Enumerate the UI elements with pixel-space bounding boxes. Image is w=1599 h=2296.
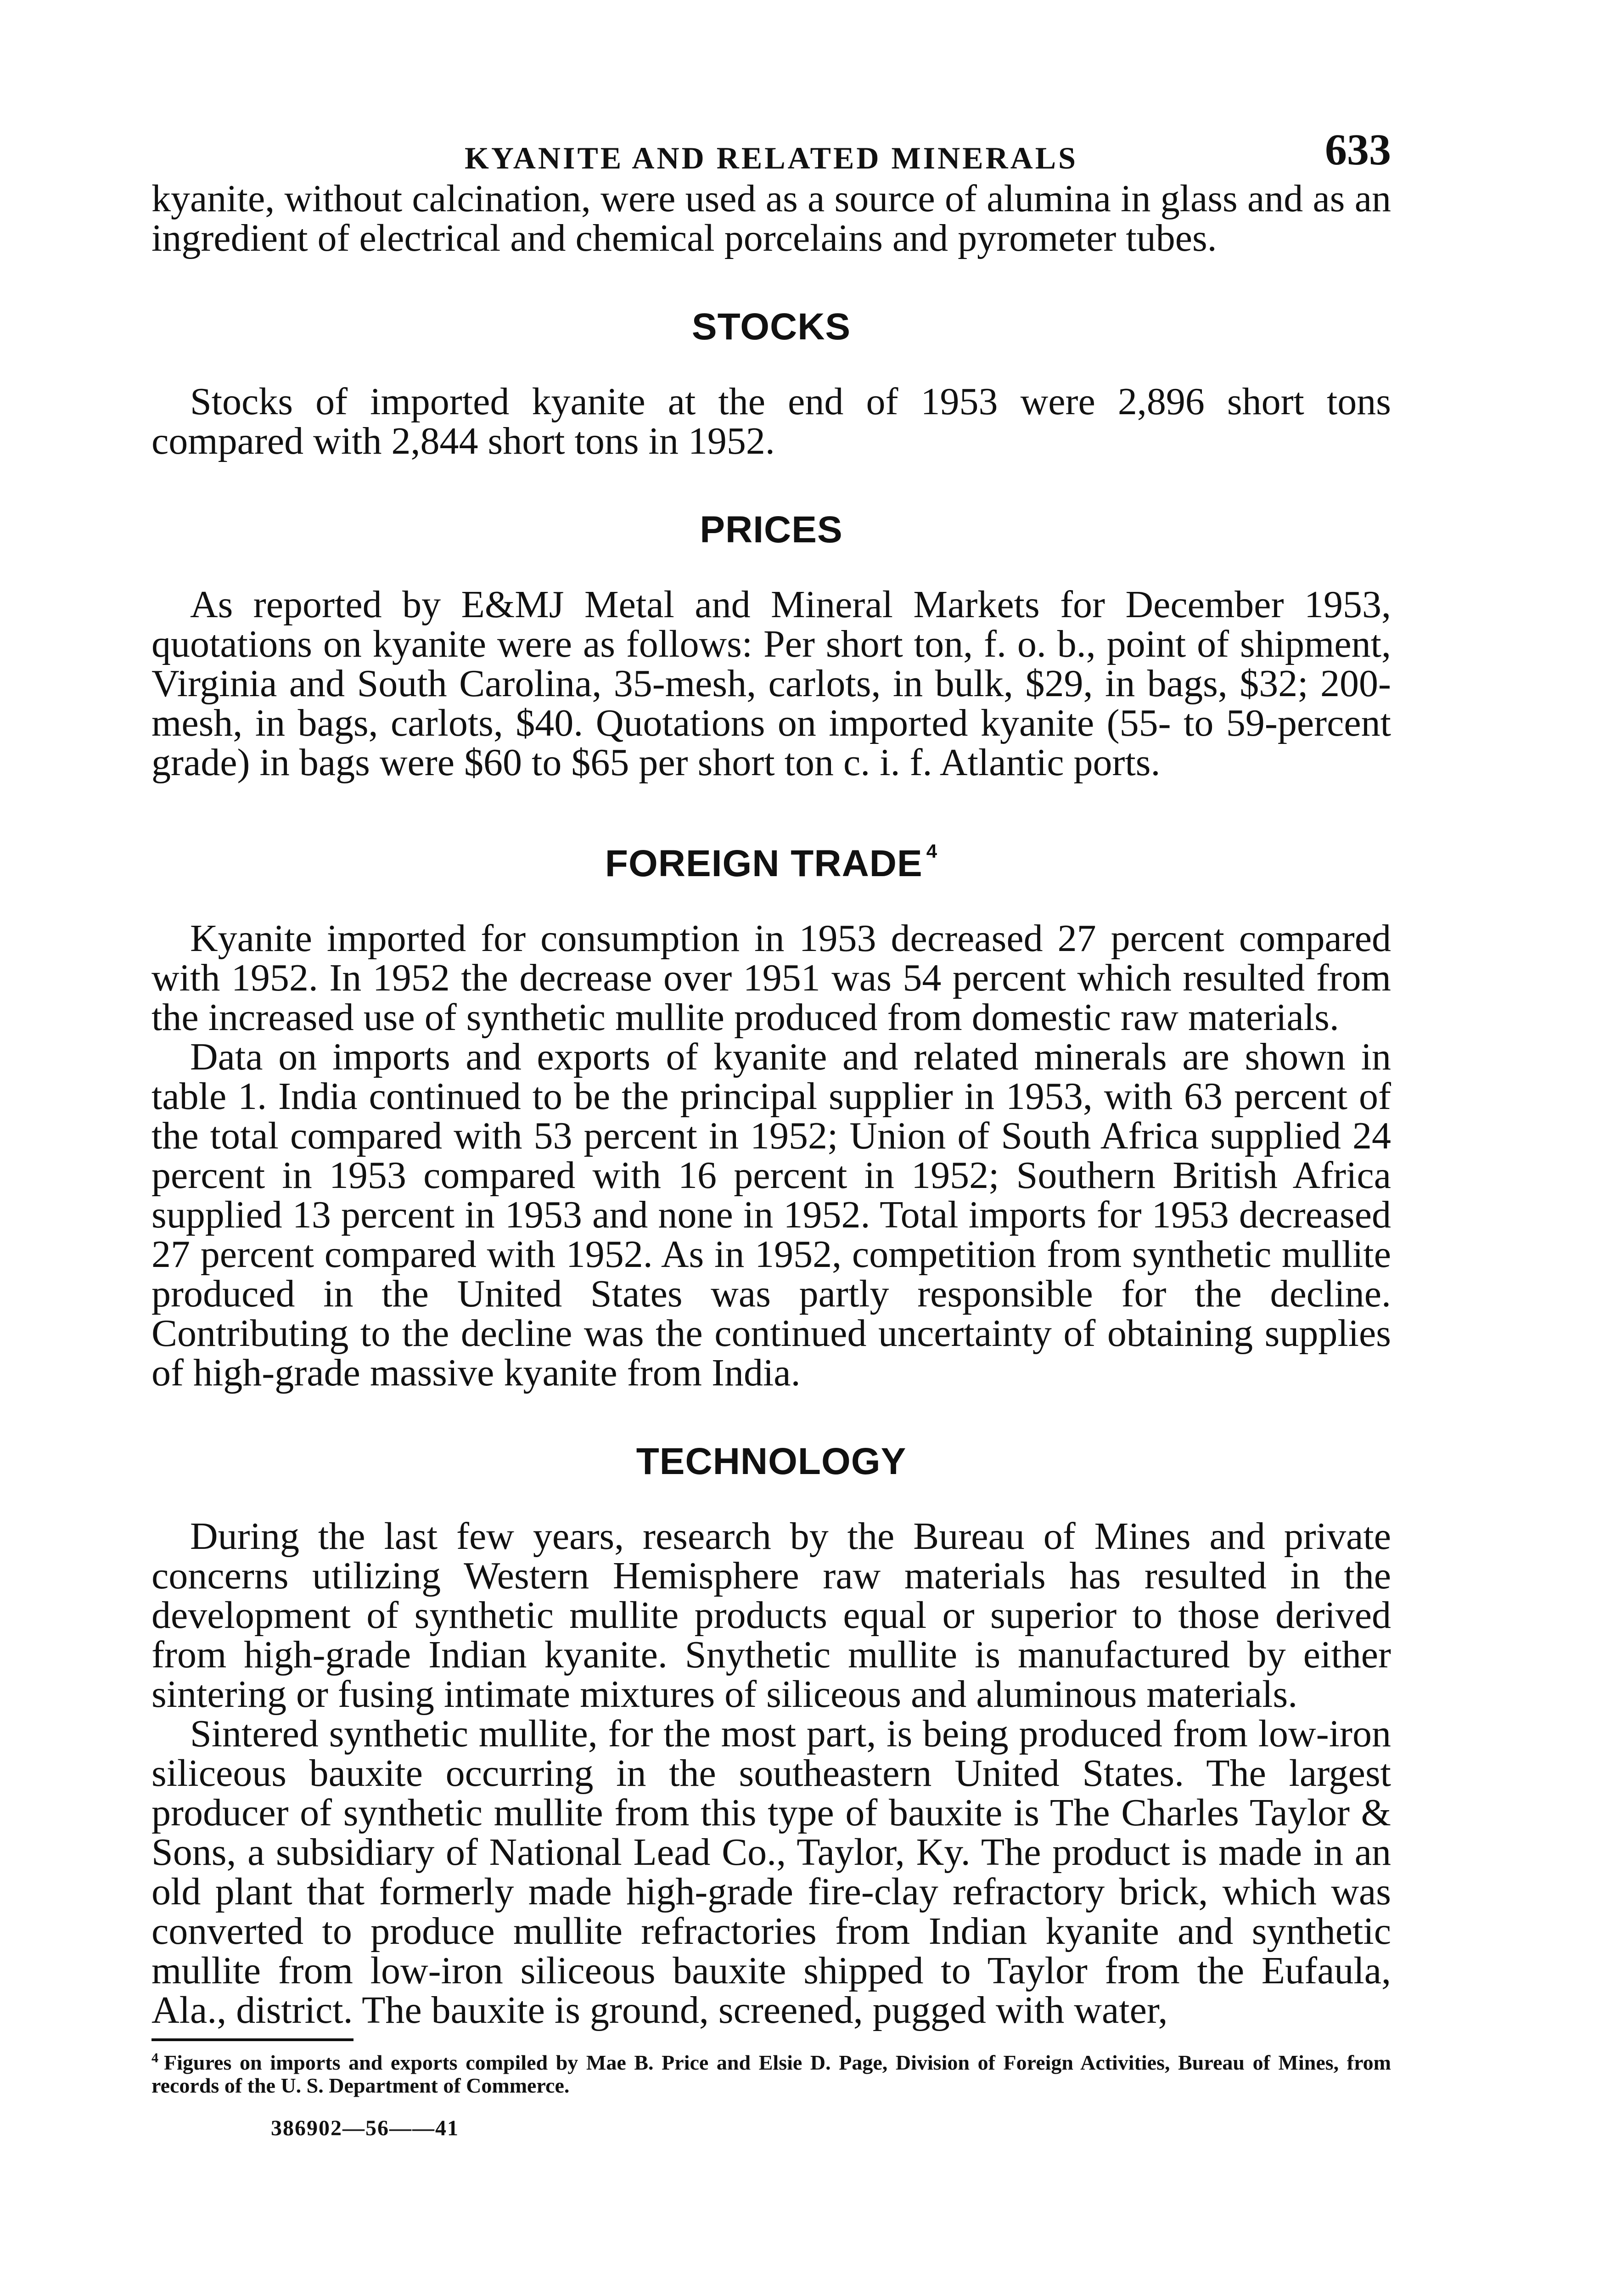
foreign-trade-heading-text: FOREIGN TRADE <box>605 843 923 884</box>
running-header <box>151 115 1391 179</box>
intro-paragraph: kyanite, without calcination, were used as a source of alumina in glass and as an ingredient of electrical and chemical porcelains and pyrometer tubes. <box>151 177 1391 259</box>
running-title: KYANITE AND RELATED MINERALS <box>465 141 1078 175</box>
page-number: 633 <box>1325 125 1391 174</box>
technology-paragraph-2: Sintered synthetic mullite, for the most part, is being produced from low-iron siliceous bauxite occurring in the southeastern United States. The largest producer of synthetic mullite from this type of bauxite is The Charles Taylor & Sons, a subsidiary of National Lead Co., Taylor, Ky. The product is made in an old plant that formerly made high-grade fire-clay refractory brick, which was converted to produce mullite refractories from Indian kyanite and synthetic mullite from low-iron siliceous bauxite shipped to Taylor from the Eufaula, Ala., district. The bauxite is ground, screened, pugged with water, <box>151 1712 1391 2032</box>
footnote <box>151 2047 1391 2097</box>
footnote-divider <box>151 2038 353 2041</box>
section-heading-prices: PRICES <box>700 509 843 551</box>
technology-paragraph-1: During the last few years, research by the Bureau of Mines and private concerns utilizing Western Hemisphere raw materials has resulted in the development of synthetic mullite products equal or superior to those derived from high-grade Indian kyanite. Snythetic mullite is manufactured by either sintering or fusing intimate mixtures of siliceous and aluminous materials. <box>151 1515 1391 1716</box>
prices-paragraph: As reported by E&MJ Metal and Mineral Markets for December 1953, quotations on kyanite were as follows: Per short ton, f. o. b., point of shipment, Virginia and South Carolina, 35-mesh, carlots, in bulk, $29, in bags, $32; 200-mesh, in bags, carlots, $40. Quotations on imported kyanite (55- to 59-percent grade) in bags were $60 to $65 per short ton c. i. f. Atlantic ports. <box>151 583 1391 784</box>
stocks-paragraph: Stocks of imported kyanite at the end of 1953 were 2,896 short tons compared with 2,844 short tons in 1952. <box>151 380 1391 462</box>
foreign-trade-paragraph-1: Kyanite imported for consumption in 1953 decreased 27 percent compared with 1952. In 1952 the decrease over 1951 was 54 percent which resulted from the increased use of synthetic mullite produced from domestic raw materials. <box>151 917 1391 1039</box>
foreign-trade-paragraph-2: Data on imports and exports of kyanite and related minerals are shown in table 1. India continued to be the principal supplier in 1953, with 63 percent of the total compared with 53 percent in 1952; Union of South Africa supplied 24 percent in 1953 compared with 16 percent in 1952; Southern British Africa supplied 13 percent in 1953 and none in 1952. Total imports for 1953 decreased 27 percent compared with 1952. As in 1952, competition from synthetic mullite produced in the United States was partly responsible for the decline. Contributing to the decline was the continued uncertainty of obtaining supplies of high-grade massive kyanite from India. <box>151 1035 1391 1394</box>
footnote-text: Figures on imports and exports compiled by Mae B. Price and Elsie D. Page, Division of Foreign Activities, Bureau of Mines, from records of the U. S. Department of Commerce. <box>151 2051 1391 2097</box>
footnote-mark: 4 <box>151 2050 158 2065</box>
footnote-reference: 4 <box>926 840 938 862</box>
document-page <box>151 115 1391 2141</box>
section-heading-stocks: STOCKS <box>691 306 851 348</box>
section-heading-foreign-trade <box>151 828 1391 887</box>
print-code: 386902—56——41 <box>271 2116 459 2140</box>
section-heading-technology: TECHNOLOGY <box>636 1441 907 1482</box>
